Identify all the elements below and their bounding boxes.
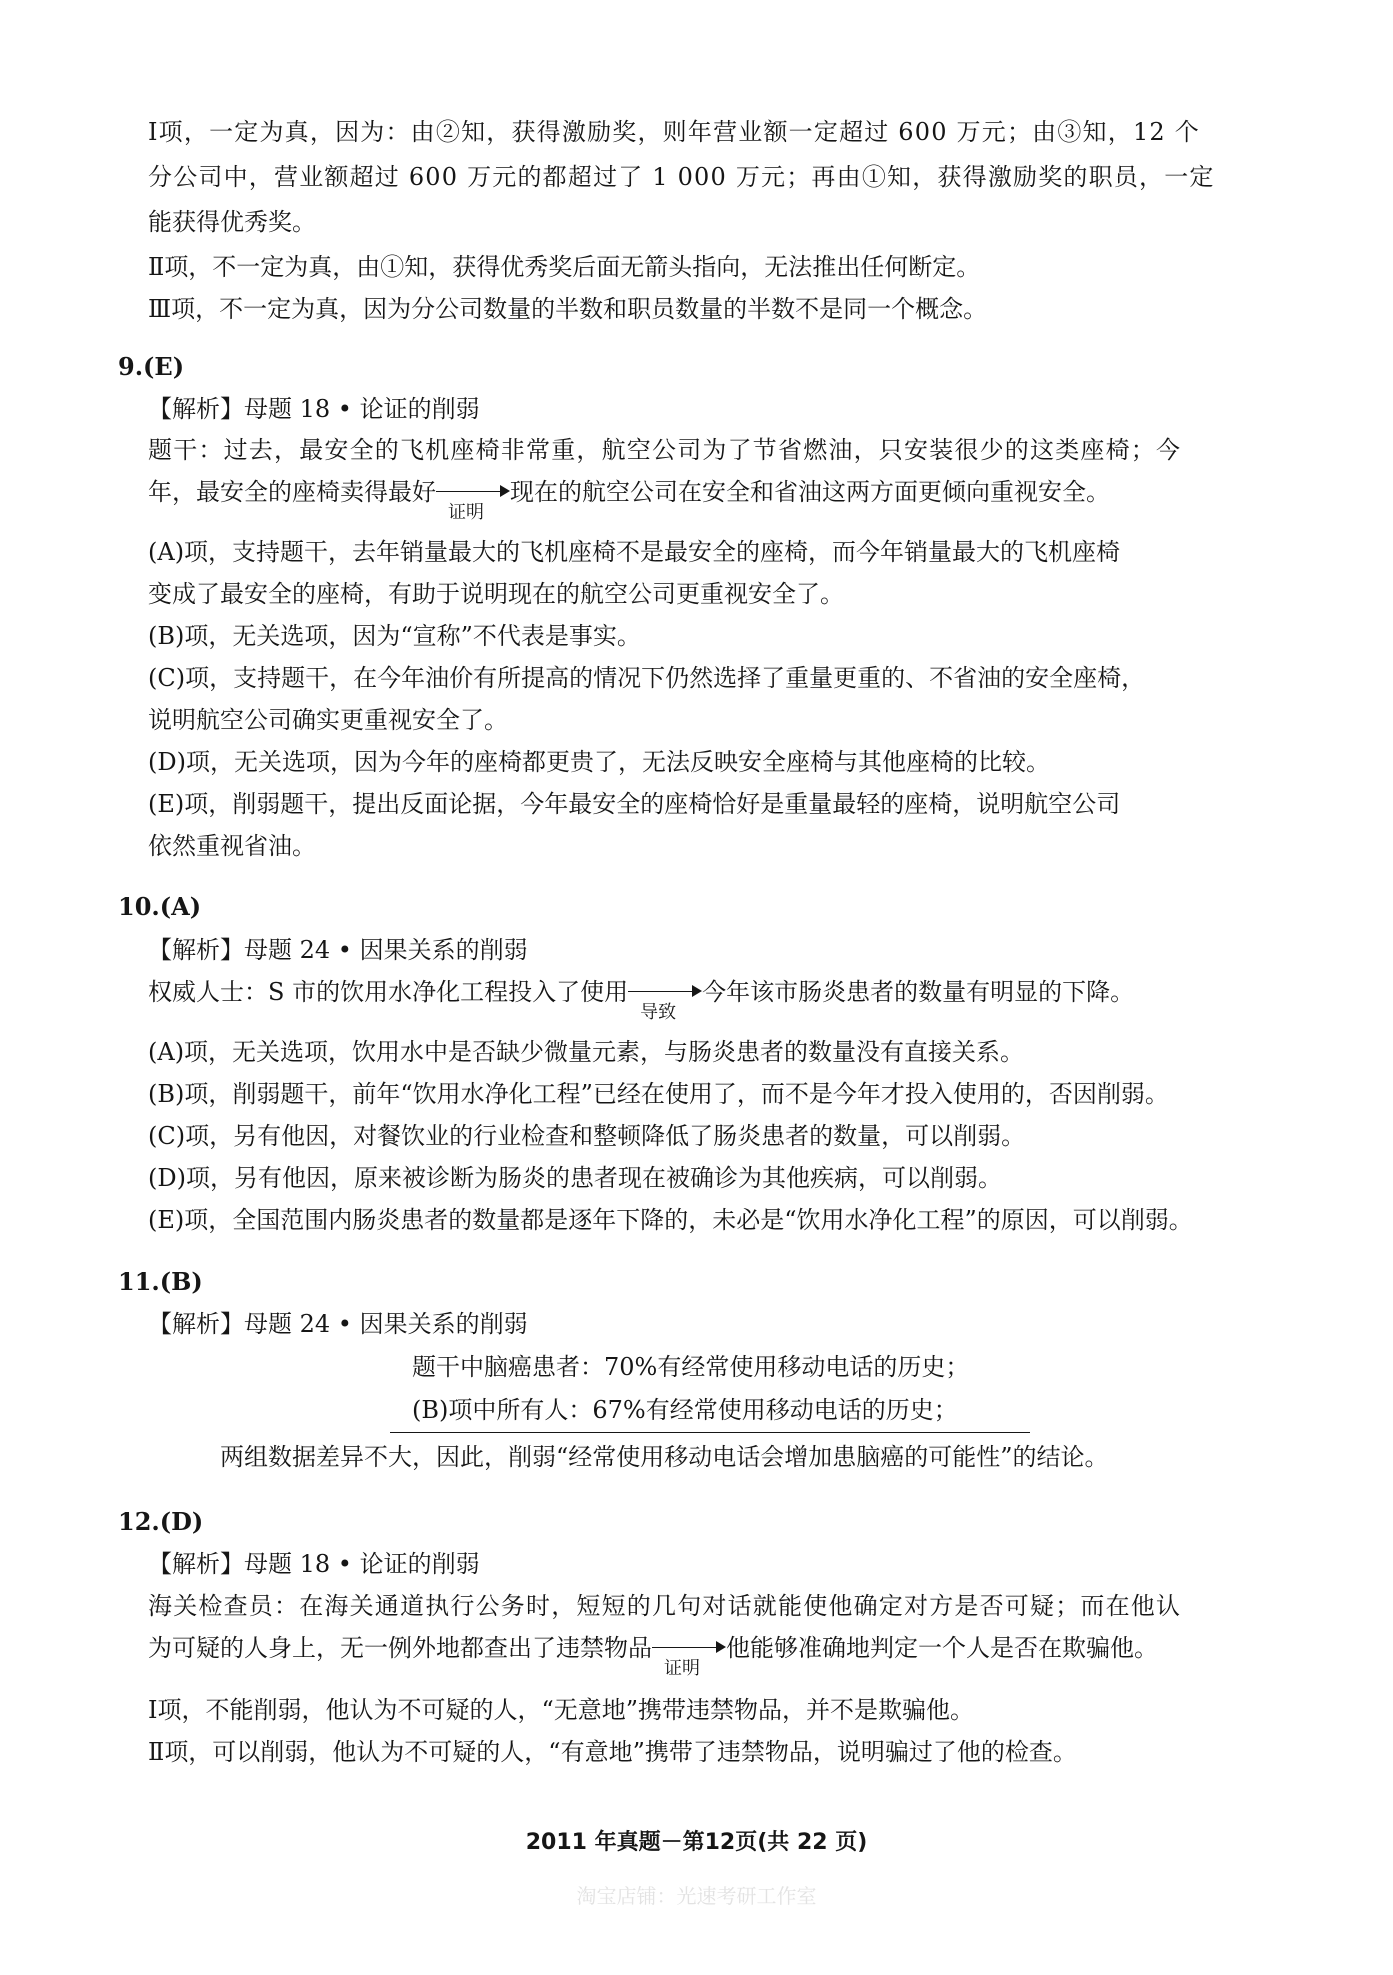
- text-segment: 今年该市肠炎患者的数量有明显的下降。: [702, 978, 1135, 1006]
- paragraph: 能获得优秀奖。: [148, 208, 316, 236]
- paragraph: 变成了最安全的座椅，有助于说明现在的航空公司更重视安全了。: [148, 580, 844, 608]
- paragraph: (A)项，无关选项，饮用水中是否缺少微量元素，与肠炎患者的数量没有直接关系。: [148, 1038, 1025, 1066]
- paragraph: (A)项，支持题干，去年销量最大的飞机座椅不是最安全的座椅，而今年销量最大的飞机座椅: [148, 538, 1121, 566]
- comparison-row: 题干中脑癌患者：70%有经常使用移动电话的历史；: [412, 1353, 970, 1381]
- watermark: 淘宝店铺：光速考研工作室: [576, 1884, 817, 1908]
- comparison-row: (B)项中所有人：67%有经常使用移动电话的历史；: [412, 1396, 958, 1424]
- paragraph-with-arrow: [148, 1631, 1158, 1679]
- text-segment: 现在的航空公司在安全和省油这两方面更倾向重视安全。: [510, 478, 1110, 506]
- text-segment: 为可疑的人身上，无一例外地都查出了违禁物品: [148, 1634, 652, 1662]
- paragraph: (D)项，无关选项，因为今年的座椅都更贵了，无法反映安全座椅与其他座椅的比较。: [148, 748, 1050, 776]
- paragraph: Ⅱ项，可以削弱，他认为不可疑的人，“有意地”携带了违禁物品，说明骗过了他的检查。: [148, 1738, 1077, 1766]
- conclusion: 两组数据差异不大，因此，削弱“经常使用移动电话会增加患脑癌的可能性”的结论。: [220, 1443, 1109, 1471]
- analysis-heading: 【解析】母题 18 • 论证的削弱: [148, 1550, 480, 1578]
- paragraph: 分公司中，营业额超过 600 万元的都超过了 1 000 万元；再由①知，获得激励奖的职员，一定: [148, 163, 1215, 191]
- paragraph: (B)项，无关选项，因为“宣称”不代表是事实。: [148, 622, 641, 650]
- analysis-heading: 【解析】母题 24 • 因果关系的削弱: [148, 1310, 528, 1338]
- arrow-icon: [436, 475, 510, 523]
- text-segment: 权威人士：S 市的饮用水净化工程投入了使用: [148, 978, 629, 1006]
- question-number: 12.(D): [118, 1507, 204, 1536]
- divider-line: [390, 1432, 1030, 1433]
- analysis-heading: 【解析】母题 18 • 论证的削弱: [148, 395, 480, 423]
- paragraph: (E)项，削弱题干，提出反面论据，今年最安全的座椅恰好是重量最轻的座椅，说明航空公司: [148, 790, 1121, 818]
- arrow-icon: [628, 975, 702, 1023]
- paragraph: (C)项，支持题干，在今年油价有所提高的情况下仍然选择了重量更重的、不省油的安全座椅，: [148, 664, 1146, 692]
- paragraph-with-arrow: [148, 475, 1110, 523]
- arrow-icon: [652, 1631, 726, 1679]
- paragraph: 题干：过去，最安全的飞机座椅非常重，航空公司为了节省燃油，只安装很少的这类座椅；今: [148, 436, 1182, 464]
- paragraph: 依然重视省油。: [148, 832, 316, 860]
- question-number: 9.(E): [118, 352, 185, 381]
- analysis-heading: 【解析】母题 24 • 因果关系的削弱: [148, 936, 528, 964]
- question-number: 11.(B): [118, 1267, 203, 1296]
- arrow-label: 证明: [448, 502, 484, 523]
- paragraph: (C)项，另有他因，对餐饮业的行业检查和整顿降低了肠炎患者的数量，可以削弱。: [148, 1122, 1026, 1150]
- paragraph: Ⅰ项，一定为真，因为：由②知，获得激励奖，则年营业额一定超过 600 万元；由③知，12 个: [148, 118, 1200, 146]
- paragraph: 说明航空公司确实更重视安全了。: [148, 706, 508, 734]
- text-segment: 他能够准确地判定一个人是否在欺骗他。: [726, 1634, 1158, 1662]
- page-footer: 2011 年真题－第12页(共 22 页): [525, 1830, 868, 1855]
- arrow-label: 导致: [640, 1002, 677, 1023]
- paragraph: Ⅱ项，不一定为真，由①知，获得优秀奖后面无箭头指向，无法推出任何断定。: [148, 253, 981, 281]
- paragraph: (B)项，削弱题干，前年“饮用水净化工程”已经在使用了，而不是今年才投入使用的，否因削弱。: [148, 1080, 1169, 1108]
- paragraph: Ⅰ项，不能削弱，他认为不可疑的人，“无意地”携带违禁物品，并不是欺骗他。: [148, 1696, 975, 1724]
- paragraph: 海关检查员：在海关通道执行公务时，短短的几句对话就能使他确定对方是否可疑；而在他认: [148, 1592, 1182, 1620]
- paragraph: (D)项，另有他因，原来被诊断为肠炎的患者现在被确诊为其他疾病，可以削弱。: [148, 1164, 1002, 1192]
- paragraph: Ⅲ项，不一定为真，因为分公司数量的半数和职员数量的半数不是同一个概念。: [148, 295, 988, 323]
- paragraph: (E)项，全国范围内肠炎患者的数量都是逐年下降的，未必是“饮用水净化工程”的原因，可以削弱。: [148, 1206, 1193, 1234]
- question-number: 10.(A): [118, 892, 202, 921]
- text-segment: 年，最安全的座椅卖得最好: [148, 478, 436, 506]
- arrow-label: 证明: [664, 1658, 700, 1679]
- paragraph-with-arrow: [148, 975, 1135, 1023]
